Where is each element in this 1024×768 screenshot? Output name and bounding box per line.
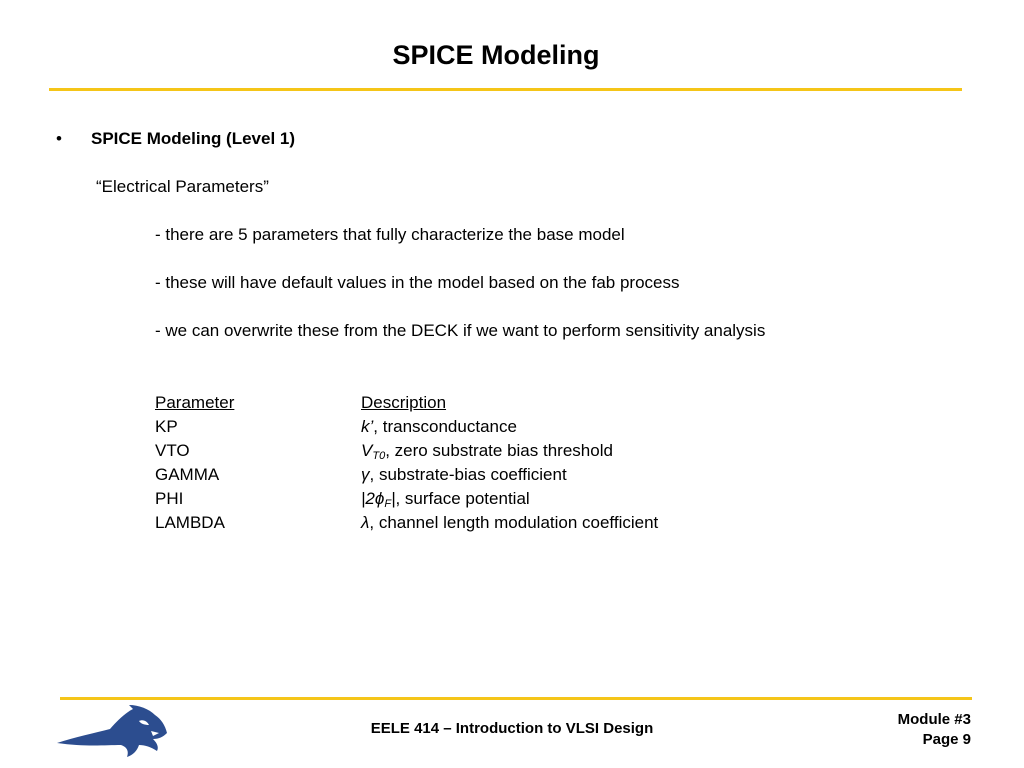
parameter-table	[155, 391, 658, 535]
param-name: VTO	[155, 441, 190, 460]
slide-title: SPICE Modeling	[392, 40, 600, 70]
table-row	[155, 463, 658, 487]
param-symbol: λ	[361, 513, 370, 532]
bottom-divider	[60, 697, 972, 700]
param-description: $|2\phi_F|$, surface potential	[361, 489, 530, 510]
param-symbol: V	[361, 441, 373, 460]
text-line: - there are 5 parameters that fully characterize the base model	[155, 225, 625, 244]
param-symbol: γ	[361, 465, 370, 484]
param-symbol: k’	[361, 417, 374, 436]
text-line: - we can overwrite these from the DECK if we want to perform sensitivity analysis	[155, 321, 766, 340]
param-description: k’, transconductance	[361, 417, 517, 436]
top-divider	[49, 88, 962, 91]
module-info	[898, 710, 971, 750]
param-subscript: T0	[372, 450, 386, 462]
page-number: Page 9	[922, 731, 971, 748]
param-name: PHI	[155, 489, 184, 508]
column-header-description: Description	[361, 393, 447, 412]
table-header-row	[155, 391, 658, 415]
bullet-icon: •	[56, 129, 62, 148]
table-row	[155, 415, 658, 439]
course-footer: EELE 414 – Introduction to VLSI Design	[370, 720, 654, 737]
param-description: $V_{T0}$, zero substrate bias threshold	[361, 441, 613, 462]
param-name: GAMMA	[155, 465, 220, 484]
param-subscript: F	[384, 498, 392, 510]
subheading: “Electrical Parameters”	[96, 177, 269, 196]
param-name: LAMBDA	[155, 513, 225, 532]
param-name: KP	[155, 417, 178, 436]
table-row	[155, 439, 658, 463]
param-description: λ, channel length modulation coefficient	[361, 513, 659, 532]
table-row	[155, 487, 658, 511]
text-line: - these will have default values in the model based on the fab process	[155, 273, 680, 292]
section-heading: SPICE Modeling (Level 1)	[91, 129, 296, 148]
table-row	[155, 511, 658, 535]
module-number: Module #3	[897, 711, 971, 728]
param-symbol: |2ϕ	[361, 489, 385, 508]
column-header-parameter: Parameter	[155, 393, 235, 412]
param-description: γ, substrate-bias coefficient	[361, 465, 567, 484]
